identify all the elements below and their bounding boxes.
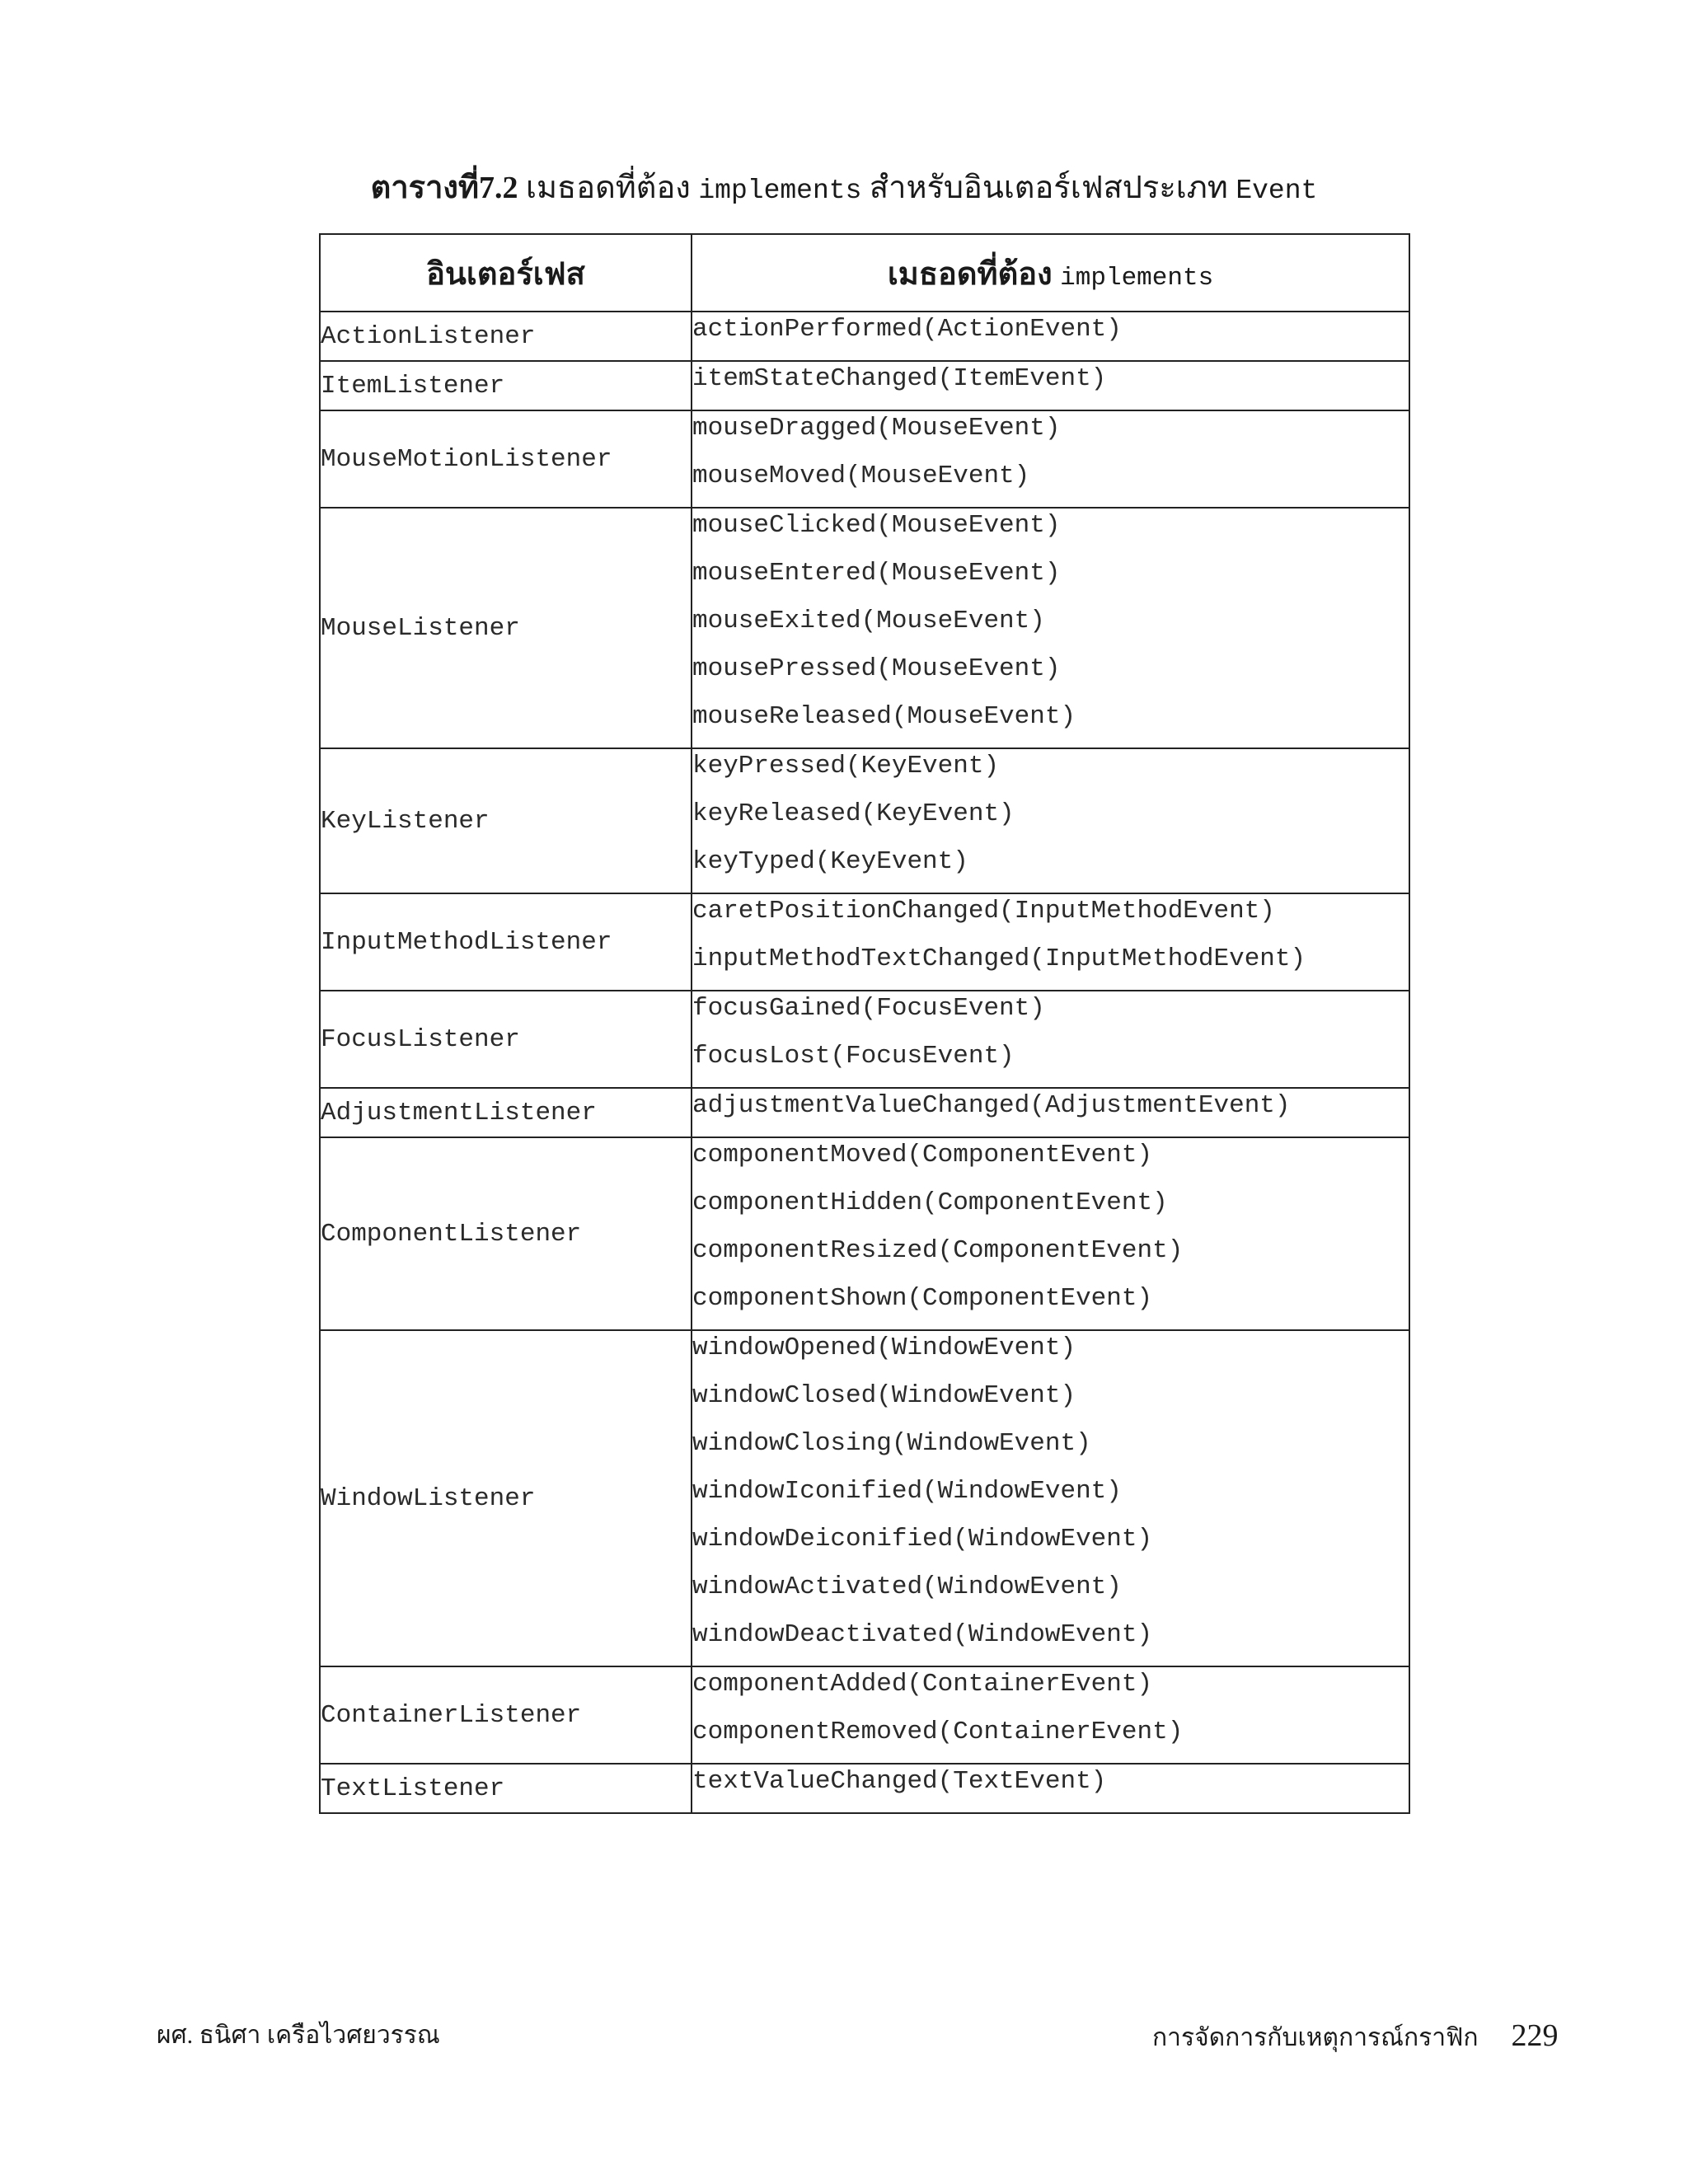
- methods-cell: [692, 1330, 1409, 1666]
- interface-cell: FocusListener: [320, 991, 692, 1088]
- method-name: itemStateChanged(ItemEvent): [692, 364, 1107, 393]
- method-name: mouseMoved(MouseEvent): [692, 462, 1030, 490]
- method-name: focusGained(FocusEvent): [692, 994, 1045, 1023]
- caption-code-1: implements: [698, 176, 862, 206]
- methods-cell: [692, 410, 1409, 508]
- footer-chapter: การจัดการกับเหตุการณ์กราฟิก: [1152, 2024, 1479, 2051]
- header-interface: อินเตอร์เฟส: [320, 234, 692, 312]
- interface-cell: AdjustmentListener: [320, 1088, 692, 1137]
- footer-author: ผศ. ธนิศา เครือไวศยวรรณ: [157, 2022, 440, 2049]
- table-row: [320, 1088, 1409, 1137]
- table-header-row: [320, 234, 1409, 312]
- method-name: mousePressed(MouseEvent): [692, 654, 1061, 683]
- interface-cell: ActionListener: [320, 312, 692, 361]
- method-name: mouseReleased(MouseEvent): [692, 702, 1076, 731]
- header-methods: [692, 234, 1409, 312]
- table-caption: [0, 163, 1688, 216]
- methods-cell: [692, 748, 1409, 893]
- interface-cell: KeyListener: [320, 748, 692, 893]
- method-name: componentHidden(ComponentEvent): [692, 1188, 1168, 1217]
- interface-cell: InputMethodListener: [320, 893, 692, 991]
- methods-cell: [692, 508, 1409, 748]
- method-name: caretPositionChanged(InputMethodEvent): [692, 897, 1275, 926]
- methods-cell: [692, 1088, 1409, 1137]
- interface-cell: ItemListener: [320, 361, 692, 410]
- methods-cell: [692, 1666, 1409, 1764]
- method-name: inputMethodTextChanged(InputMethodEvent): [692, 944, 1306, 973]
- interface-cell: ContainerListener: [320, 1666, 692, 1764]
- method-name: componentRemoved(ContainerEvent): [692, 1718, 1184, 1746]
- interface-cell: ComponentListener: [320, 1137, 692, 1330]
- method-name: windowDeiconified(WindowEvent): [692, 1525, 1153, 1554]
- page-number: 229: [1511, 2018, 1559, 2053]
- table-row: [320, 508, 1409, 748]
- table-row: [320, 410, 1409, 508]
- method-name: componentResized(ComponentEvent): [692, 1236, 1184, 1265]
- interface-cell: TextListener: [320, 1764, 692, 1813]
- method-name: mouseEntered(MouseEvent): [692, 559, 1061, 588]
- table-row: [320, 893, 1409, 991]
- header-methods-code: implements: [1060, 263, 1214, 293]
- caption-text-2: สำหรับอินเตอร์เฟสประเภท: [861, 171, 1236, 205]
- method-name: windowDeactivated(WindowEvent): [692, 1620, 1153, 1649]
- method-name: windowOpened(WindowEvent): [692, 1333, 1076, 1362]
- method-name: actionPerformed(ActionEvent): [692, 315, 1122, 344]
- table-row: [320, 748, 1409, 893]
- method-name: textValueChanged(TextEvent): [692, 1767, 1107, 1796]
- caption-code-2: Event: [1236, 176, 1318, 206]
- interface-cell: MouseMotionListener: [320, 410, 692, 508]
- method-name: windowIconified(WindowEvent): [692, 1477, 1122, 1506]
- caption-text-1: เมธอดที่ต้อง: [518, 171, 699, 205]
- method-name: windowClosed(WindowEvent): [692, 1381, 1076, 1410]
- table-row: [320, 1137, 1409, 1330]
- table-row: [320, 991, 1409, 1088]
- interface-cell: MouseListener: [320, 508, 692, 748]
- methods-cell: [692, 991, 1409, 1088]
- methods-cell: [692, 893, 1409, 991]
- listener-methods-table: [319, 233, 1410, 1814]
- method-name: windowClosing(WindowEvent): [692, 1429, 1091, 1458]
- methods-cell: [692, 312, 1409, 361]
- header-methods-text: เมธอดที่ต้อง: [887, 256, 1053, 292]
- table-body: [320, 312, 1409, 1813]
- caption-label: ตารางที่7.2: [370, 171, 518, 205]
- method-name: windowActivated(WindowEvent): [692, 1572, 1122, 1601]
- table-row: [320, 1764, 1409, 1813]
- method-name: focusLost(FocusEvent): [692, 1042, 1015, 1071]
- method-name: componentShown(ComponentEvent): [692, 1284, 1153, 1313]
- methods-cell: [692, 1764, 1409, 1813]
- table-row: [320, 1666, 1409, 1764]
- method-name: mouseClicked(MouseEvent): [692, 511, 1061, 540]
- method-name: keyReleased(KeyEvent): [692, 799, 1015, 828]
- table-row: [320, 1330, 1409, 1666]
- method-name: adjustmentValueChanged(AdjustmentEvent): [692, 1091, 1291, 1120]
- table-row: [320, 312, 1409, 361]
- method-name: componentAdded(ContainerEvent): [692, 1670, 1153, 1699]
- method-name: componentMoved(ComponentEvent): [692, 1141, 1153, 1169]
- footer-right: [1152, 2015, 1559, 2059]
- methods-cell: [692, 1137, 1409, 1330]
- method-name: mouseExited(MouseEvent): [692, 607, 1045, 635]
- table-row: [320, 361, 1409, 410]
- method-name: keyTyped(KeyEvent): [692, 847, 968, 876]
- interface-cell: WindowListener: [320, 1330, 692, 1666]
- method-name: keyPressed(KeyEvent): [692, 752, 1000, 780]
- method-name: mouseDragged(MouseEvent): [692, 414, 1061, 443]
- methods-cell: [692, 361, 1409, 410]
